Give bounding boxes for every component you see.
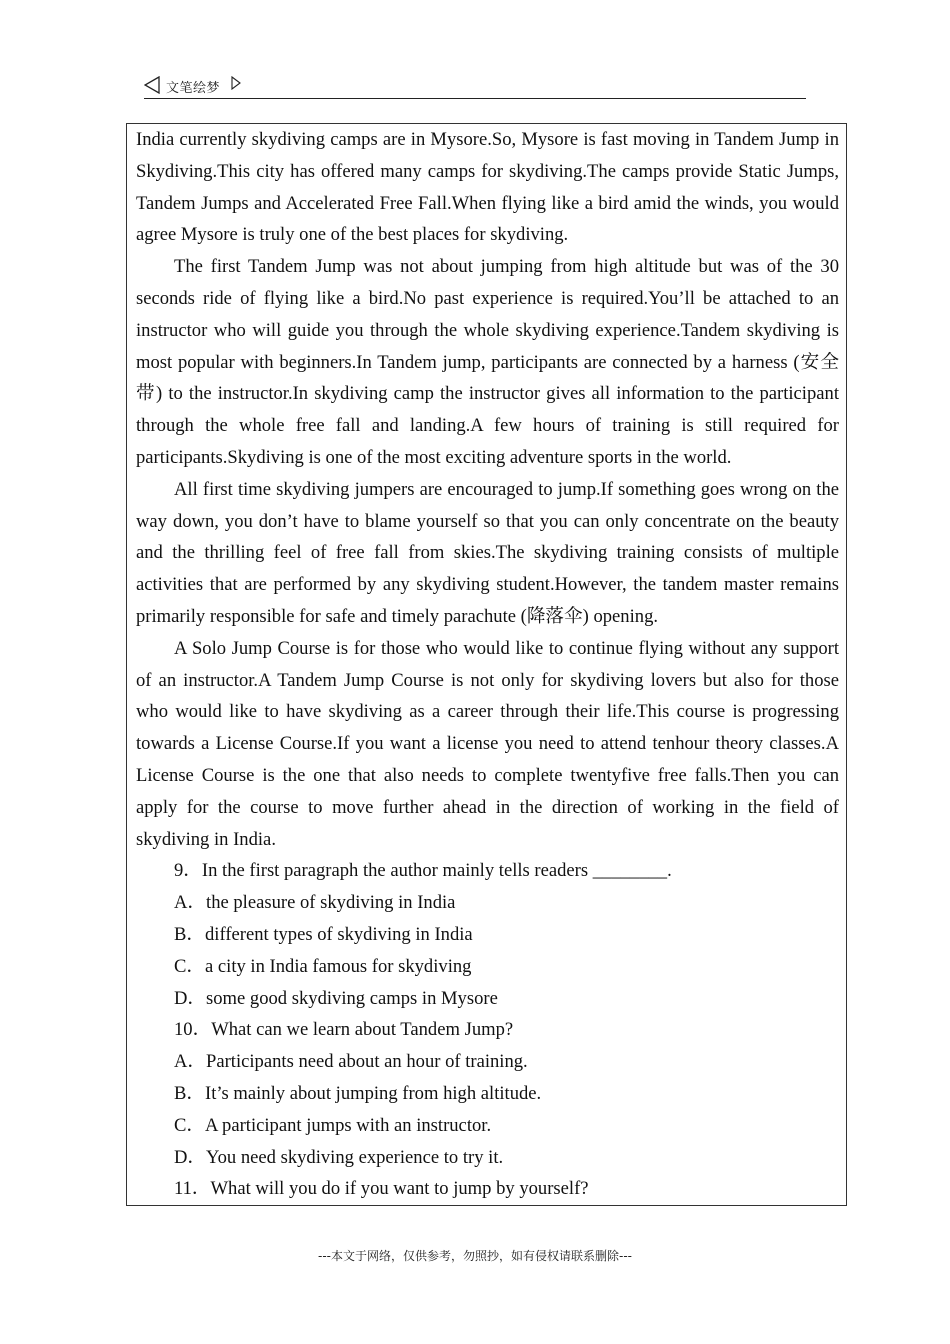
- question-9-option-d: D．some good skydiving camps in Mysore: [174, 987, 498, 1009]
- triangle-left-icon: [144, 76, 160, 94]
- triangle-right-icon: [231, 76, 241, 90]
- question-10-option-d: D．You need skydiving experience to try it.: [174, 1146, 504, 1168]
- question-9-option-b: B．different types of skydiving in India: [174, 923, 473, 945]
- question-10-option-a: A．Participants need about an hour of training.: [174, 1051, 528, 1073]
- footer-disclaimer: ---本文于网络，仅供参考，勿照抄，如有侵权请联系删除---: [318, 1249, 632, 1263]
- header-title: 文笔绘梦: [166, 81, 221, 96]
- question-9-option-c: C．a city in India famous for skydiving: [174, 955, 472, 977]
- question-10-option-b: B．It’s mainly about jumping from high altitude.: [174, 1082, 542, 1104]
- question-10: 10．What can we learn about Tandem Jump?: [174, 1019, 514, 1041]
- question-11: 11．What will you do if you want to jump by yourself?: [174, 1178, 589, 1200]
- reading-passage: [136, 124, 839, 1205]
- question-9-option-a: A．the pleasure of skydiving in India: [174, 892, 456, 914]
- paragraph-1: India currently skydiving camps are in Mysore.So, Mysore is fast moving in Tandem Jump in Skydiving.This city has offered many camps for skydiving.The camps provide Static Jumps, Tandem Jumps and Accelerated Free Fall.When flying like a bird amid the winds, you would agree Mysore is truly one of the best places for skydiving.: [136, 129, 839, 246]
- question-9: 9．In the first paragraph the author mainly tells readers ________.: [174, 860, 672, 882]
- page-header: [144, 74, 806, 99]
- content-box: [126, 123, 847, 1206]
- question-10-option-c: C．A participant jumps with an instructor.: [174, 1114, 492, 1136]
- paragraph-3: All first time skydiving jumpers are encouraged to jump.If something goes wrong on the way down, you don’t have to blame yourself so that you can only concentrate on the beauty and the thrilling feel of free fall from skies.The skydiving training consists of multiple activities that are performed by any skydiving student.However, the tandem master remains primarily responsible for safe and timely parachute (降落伞) opening.: [136, 478, 839, 627]
- paragraph-4: A Solo Jump Course is for those who would like to continue flying without any support of an instructor.A Tandem Jump Course is not only for skydiving lovers but also for those who would like to have skydiving as a career through their life.This course is progressing towards a License Course.If you want a license you need to attend tenhour theory classes.A License Course is the one that also needs to complete twentyfive free falls.Then you can apply for the course to move further ahead in the direction of working in the field of skydiving in India.: [136, 637, 839, 850]
- paragraph-2: The first Tandem Jump was not about jumping from high altitude but was of the 30 seconds ride of flying like a bird.No past experience is required.You’ll be attached to an instructor who will guide you through the whole skydiving experience.Tandem skydiving is most popular with beginners.In Tandem jump, participants are connected by a harness (安全带) to the instructor.In skydiving camp the instructor gives all information to the participant through the whole free fall and landing.A few hours of training is still required for participants.Skydiving is one of the most exciting adventure sports in the world.: [136, 256, 839, 468]
